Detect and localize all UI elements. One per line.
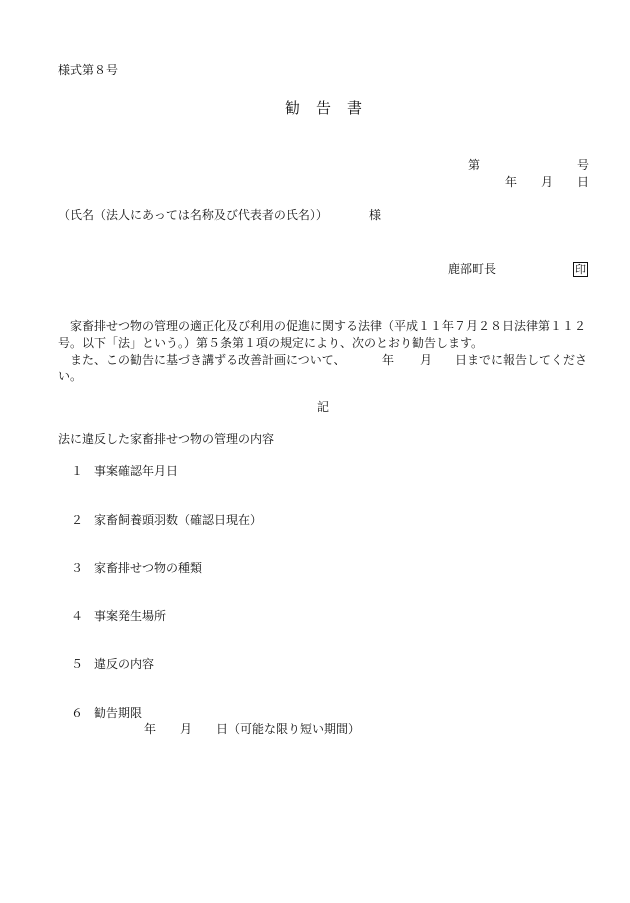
seal-mark: 印 — [575, 263, 586, 276]
item-4-number: ４ — [71, 609, 84, 623]
item-5-label: 違反の内容 — [94, 657, 155, 671]
date-year: 年 — [505, 175, 518, 189]
report-year: 年 — [382, 353, 395, 367]
deadline-month: 月 — [180, 722, 193, 736]
item-1-number: １ — [71, 464, 84, 478]
body-paragraph-1-line-2: 号。以下「法」という。）第５条第１項の規定により、次のとおり勧告します。 — [58, 336, 484, 350]
report-month: 月 — [420, 353, 433, 367]
report-day-text: 日までに報告してくださ — [455, 353, 588, 367]
form-number: 様式第８号 — [58, 63, 119, 77]
doc-number-prefix: 第 — [468, 158, 481, 172]
body-paragraph-1-line-1: 家畜排せつ物の管理の適正化及び利用の促進に関する法律（平成１１年７月２８日法律第１１２ — [70, 319, 587, 333]
date-day: 日 — [577, 175, 590, 189]
deadline-day-text: 日（可能な限り短い期間） — [216, 722, 361, 736]
deadline-year: 年 — [144, 722, 157, 736]
addressee-honorific: 様 — [369, 208, 382, 222]
title-char-1: 勧 — [285, 99, 301, 117]
note-heading: 記 — [317, 400, 330, 414]
item-6-number: ６ — [71, 706, 84, 720]
item-4-label: 事案発生場所 — [94, 609, 167, 623]
item-5-number: ５ — [71, 657, 84, 671]
title-char-3: 書 — [347, 99, 363, 117]
date-month: 月 — [541, 175, 554, 189]
doc-number-suffix: 号 — [577, 158, 590, 172]
title-char-2: 告 — [316, 99, 332, 117]
issuer-name: 鹿部町長 — [448, 262, 497, 276]
item-2-label: 家畜飼養頭羽数（確認日現在） — [94, 513, 263, 527]
item-1-label: 事案確認年月日 — [94, 464, 179, 478]
body-paragraph-2-line-2: い。 — [58, 369, 83, 383]
item-3-number: ３ — [71, 561, 84, 575]
item-6-label: 勧告期限 — [94, 706, 143, 720]
item-2-number: ２ — [71, 513, 84, 527]
section-heading: 法に違反した家畜排せつ物の管理の内容 — [58, 432, 275, 446]
addressee-label: （氏名（法人にあっては名称及び代表者の氏名）） — [58, 208, 328, 222]
body-paragraph-2-text: また、この勧告に基づき講ずる改善計画について、 — [70, 353, 346, 367]
item-3-label: 家畜排せつ物の種類 — [94, 561, 203, 575]
